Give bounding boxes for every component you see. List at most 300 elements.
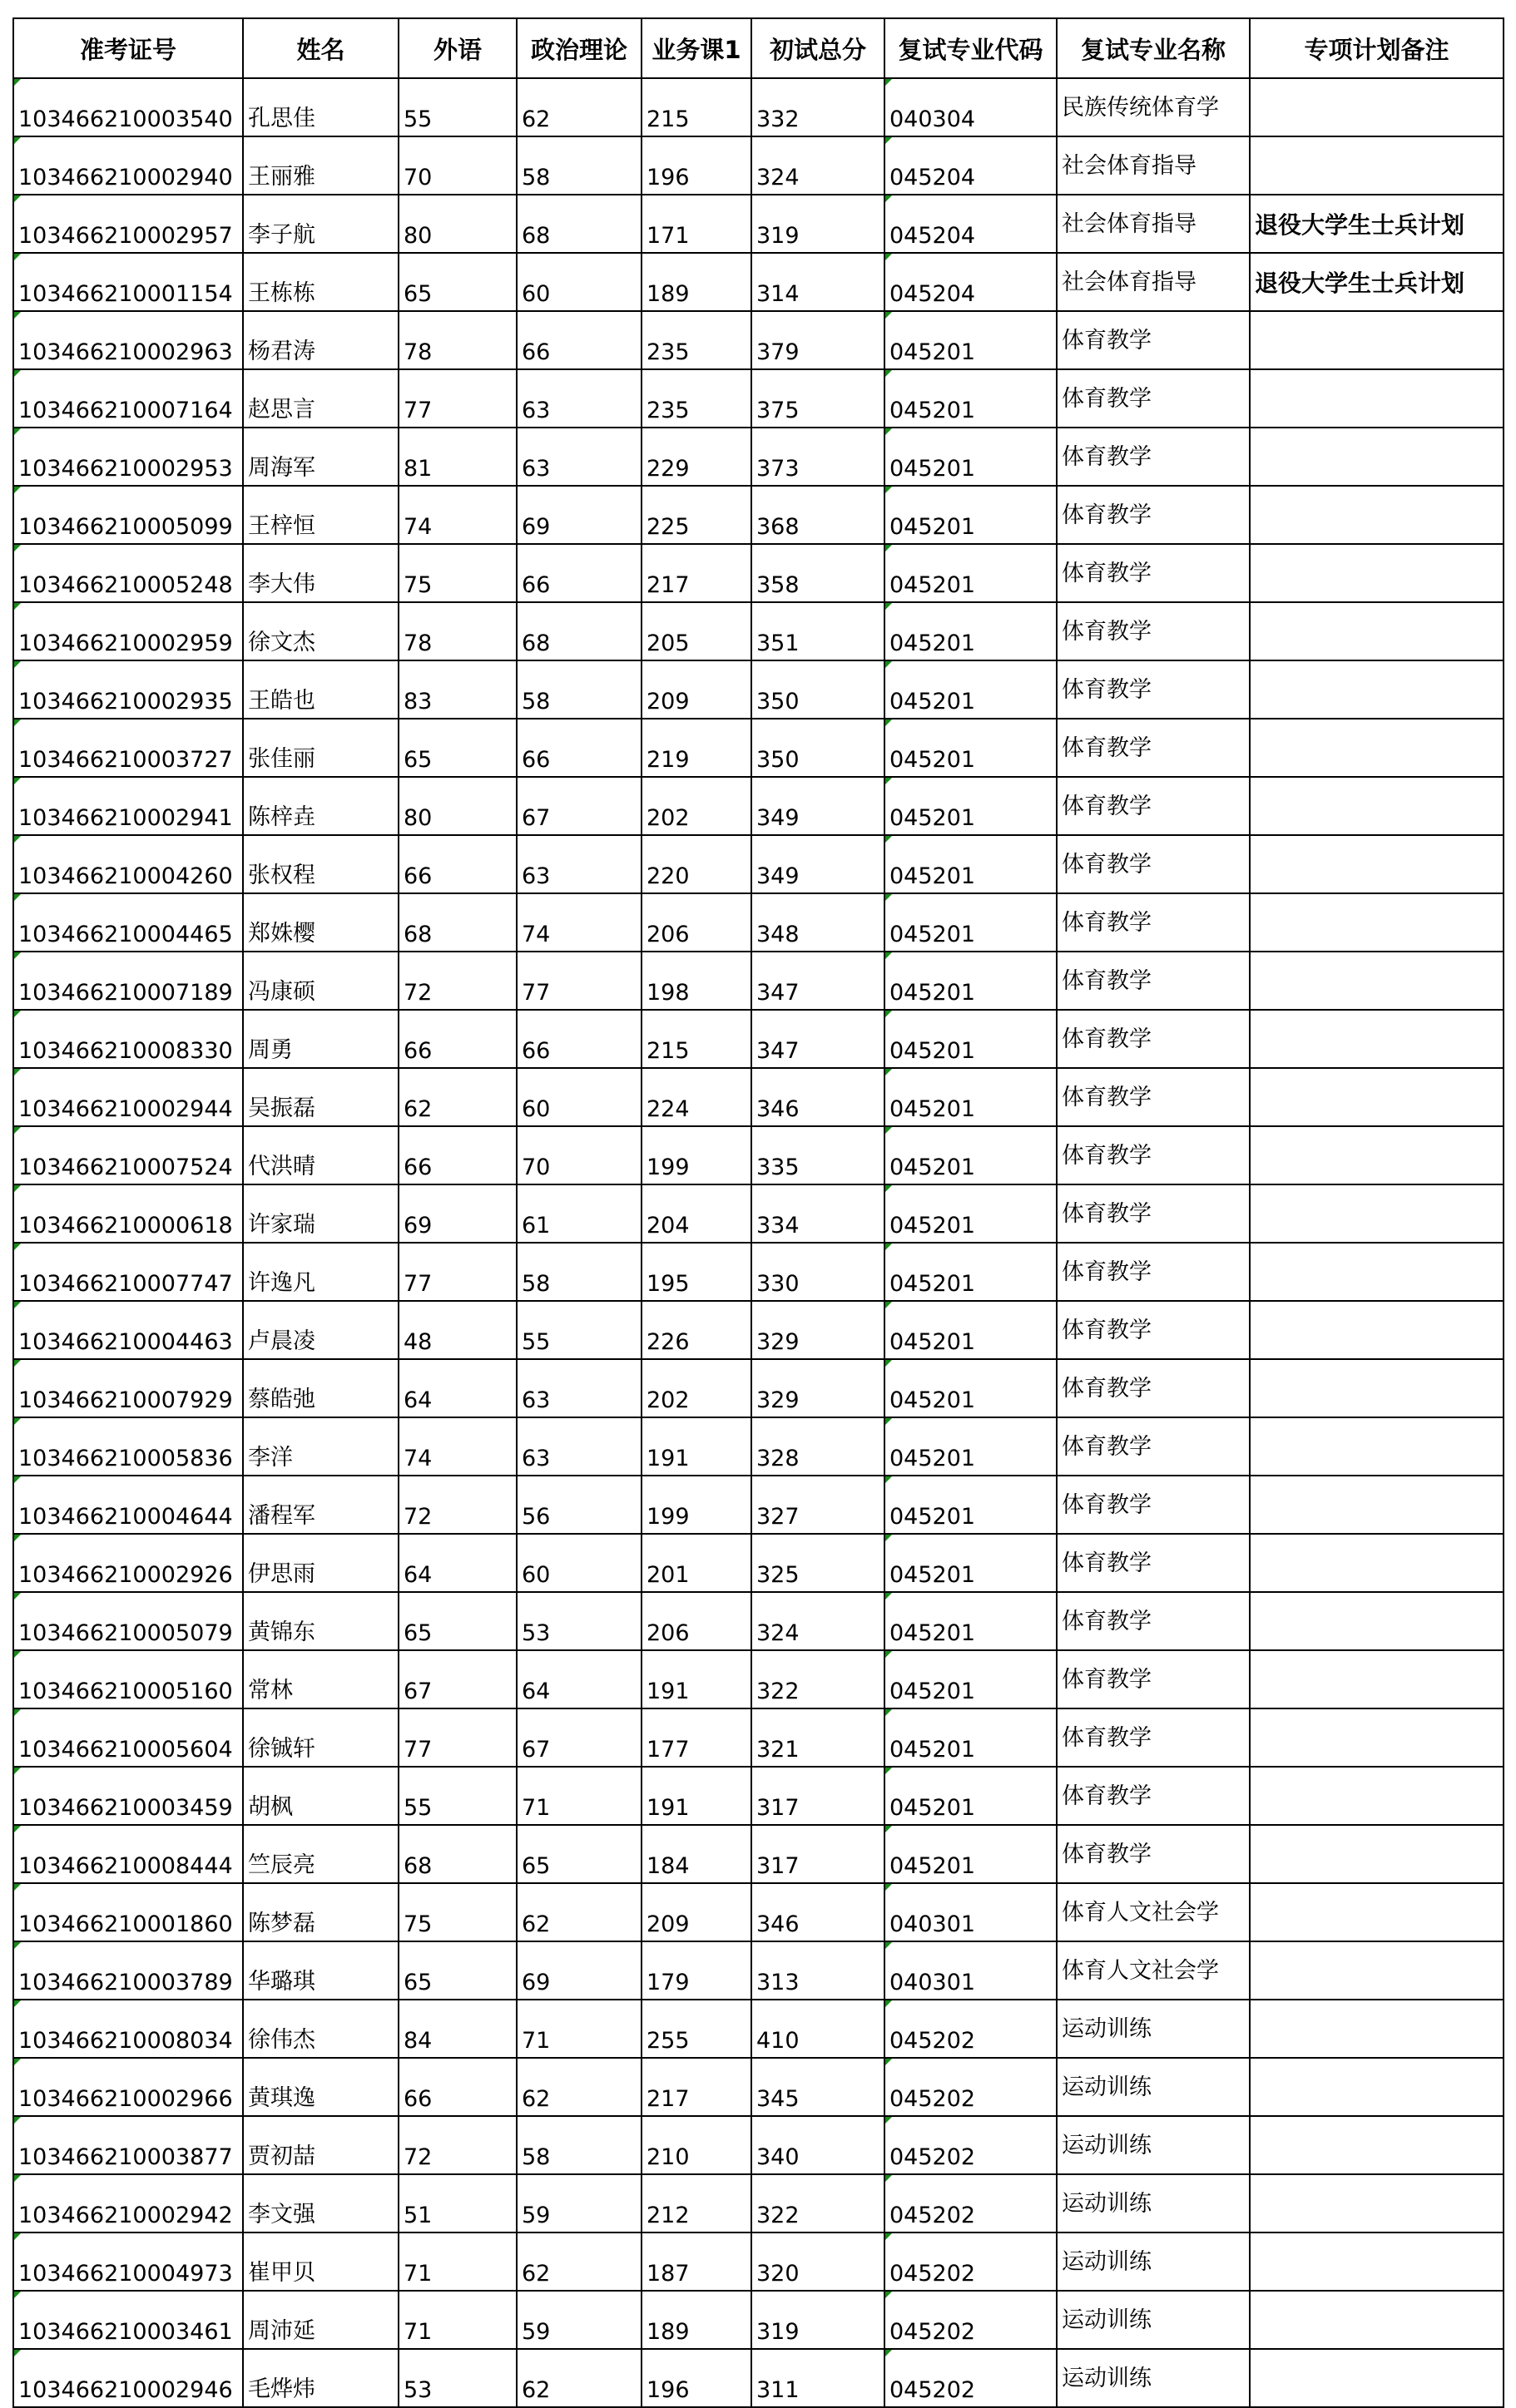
cell-course1: 209 bbox=[642, 660, 751, 719]
cell-foreign-language: 62 bbox=[399, 1068, 517, 1126]
cell-major-code: 045201 bbox=[884, 1476, 1057, 1534]
cell-foreign-language: 70 bbox=[399, 136, 517, 195]
cell-politics: 56 bbox=[517, 1476, 642, 1534]
cell-exam-id: 103466210003789 bbox=[13, 1941, 243, 2000]
cell-special-plan bbox=[1250, 1708, 1504, 1767]
cell-politics: 69 bbox=[517, 1941, 642, 2000]
table-row bbox=[13, 369, 1504, 428]
cell-major-name: 体育教学 bbox=[1057, 369, 1250, 428]
cell-special-plan bbox=[1250, 369, 1504, 428]
cell-politics: 64 bbox=[517, 1650, 642, 1708]
cell-politics: 63 bbox=[517, 835, 642, 893]
cell-politics: 74 bbox=[517, 893, 642, 952]
cell-special-plan bbox=[1250, 719, 1504, 777]
cell-name: 李文强 bbox=[243, 2174, 399, 2232]
cell-major-name: 体育教学 bbox=[1057, 1534, 1250, 1592]
cell-course1: 235 bbox=[642, 369, 751, 428]
cell-name: 毛烨炜 bbox=[243, 2349, 399, 2407]
cell-politics: 66 bbox=[517, 311, 642, 369]
cell-name: 陈梓垚 bbox=[243, 777, 399, 835]
cell-course1: 191 bbox=[642, 1417, 751, 1476]
cell-course1: 226 bbox=[642, 1301, 751, 1359]
cell-foreign-language: 65 bbox=[399, 253, 517, 311]
cell-total-score: 347 bbox=[751, 1010, 884, 1068]
cell-course1: 235 bbox=[642, 311, 751, 369]
cell-major-code: 045201 bbox=[884, 1592, 1057, 1650]
cell-politics: 70 bbox=[517, 1126, 642, 1184]
table-row bbox=[13, 1534, 1504, 1592]
cell-total-score: 346 bbox=[751, 1068, 884, 1126]
cell-politics: 71 bbox=[517, 2000, 642, 2058]
table-row bbox=[13, 777, 1504, 835]
table-row bbox=[13, 1243, 1504, 1301]
cell-major-name: 体育教学 bbox=[1057, 1592, 1250, 1650]
cell-major-name: 运动训练 bbox=[1057, 2000, 1250, 2058]
cell-major-code: 045201 bbox=[884, 835, 1057, 893]
cell-politics: 66 bbox=[517, 544, 642, 602]
table-row bbox=[13, 1708, 1504, 1767]
cell-special-plan bbox=[1250, 2000, 1504, 2058]
cell-foreign-language: 80 bbox=[399, 777, 517, 835]
table-row bbox=[13, 1476, 1504, 1534]
cell-foreign-language: 80 bbox=[399, 195, 517, 253]
cell-special-plan bbox=[1250, 1650, 1504, 1708]
table-row bbox=[13, 1126, 1504, 1184]
cell-major-name: 体育教学 bbox=[1057, 1301, 1250, 1359]
cell-exam-id: 103466210002959 bbox=[13, 602, 243, 660]
header-exam-id: 准考证号 bbox=[13, 18, 243, 78]
cell-course1: 205 bbox=[642, 602, 751, 660]
cell-major-name: 体育教学 bbox=[1057, 1417, 1250, 1476]
cell-name: 徐铖轩 bbox=[243, 1708, 399, 1767]
cell-name: 赵思言 bbox=[243, 369, 399, 428]
cell-special-plan bbox=[1250, 1184, 1504, 1243]
cell-politics: 59 bbox=[517, 2174, 642, 2232]
cell-name: 周沛延 bbox=[243, 2291, 399, 2349]
cell-politics: 59 bbox=[517, 2291, 642, 2349]
cell-total-score: 319 bbox=[751, 2291, 884, 2349]
cell-exam-id: 103466210003727 bbox=[13, 719, 243, 777]
cell-major-code: 045202 bbox=[884, 2232, 1057, 2291]
cell-course1: 255 bbox=[642, 2000, 751, 2058]
cell-major-code: 045202 bbox=[884, 2349, 1057, 2407]
cell-major-name: 体育教学 bbox=[1057, 1068, 1250, 1126]
table-row bbox=[13, 544, 1504, 602]
cell-major-name: 体育教学 bbox=[1057, 660, 1250, 719]
table-row bbox=[13, 1592, 1504, 1650]
cell-total-score: 332 bbox=[751, 78, 884, 136]
header-course1: 业务课1 bbox=[642, 18, 751, 78]
cell-exam-id: 103466210004465 bbox=[13, 893, 243, 952]
cell-politics: 63 bbox=[517, 428, 642, 486]
cell-politics: 66 bbox=[517, 1010, 642, 1068]
cell-foreign-language: 51 bbox=[399, 2174, 517, 2232]
cell-name: 许家瑞 bbox=[243, 1184, 399, 1243]
cell-exam-id: 103466210002953 bbox=[13, 428, 243, 486]
cell-major-code: 040304 bbox=[884, 78, 1057, 136]
cell-major-name: 体育教学 bbox=[1057, 1708, 1250, 1767]
cell-foreign-language: 84 bbox=[399, 2000, 517, 2058]
cell-foreign-language: 66 bbox=[399, 1126, 517, 1184]
cell-major-name: 体育教学 bbox=[1057, 1650, 1250, 1708]
cell-course1: 202 bbox=[642, 777, 751, 835]
cell-major-code: 045201 bbox=[884, 1417, 1057, 1476]
cell-special-plan: 退役大学生士兵计划 bbox=[1250, 253, 1504, 311]
cell-major-name: 体育教学 bbox=[1057, 1359, 1250, 1417]
table-row bbox=[13, 2174, 1504, 2232]
cell-total-score: 379 bbox=[751, 311, 884, 369]
cell-major-code: 045201 bbox=[884, 1243, 1057, 1301]
cell-special-plan bbox=[1250, 952, 1504, 1010]
cell-course1: 215 bbox=[642, 1010, 751, 1068]
cell-foreign-language: 78 bbox=[399, 311, 517, 369]
cell-major-code: 045201 bbox=[884, 1767, 1057, 1825]
cell-politics: 58 bbox=[517, 660, 642, 719]
cell-foreign-language: 72 bbox=[399, 2116, 517, 2174]
cell-foreign-language: 83 bbox=[399, 660, 517, 719]
table-row bbox=[13, 719, 1504, 777]
table-row bbox=[13, 2058, 1504, 2116]
cell-course1: 202 bbox=[642, 1359, 751, 1417]
cell-major-name: 运动训练 bbox=[1057, 2116, 1250, 2174]
table-row bbox=[13, 1184, 1504, 1243]
cell-politics: 71 bbox=[517, 1767, 642, 1825]
cell-exam-id: 103466210002944 bbox=[13, 1068, 243, 1126]
cell-major-name: 社会体育指导 bbox=[1057, 136, 1250, 195]
cell-major-code: 045201 bbox=[884, 311, 1057, 369]
header-total-score: 初试总分 bbox=[751, 18, 884, 78]
cell-major-name: 运动训练 bbox=[1057, 2291, 1250, 2349]
cell-name: 王丽雅 bbox=[243, 136, 399, 195]
cell-special-plan bbox=[1250, 1592, 1504, 1650]
cell-major-code: 045201 bbox=[884, 1010, 1057, 1068]
cell-exam-id: 103466210005836 bbox=[13, 1417, 243, 1476]
cell-course1: 196 bbox=[642, 136, 751, 195]
cell-course1: 199 bbox=[642, 1476, 751, 1534]
cell-name: 竺辰亮 bbox=[243, 1825, 399, 1883]
cell-special-plan bbox=[1250, 2174, 1504, 2232]
cell-politics: 60 bbox=[517, 1068, 642, 1126]
cell-exam-id: 103466210004260 bbox=[13, 835, 243, 893]
cell-politics: 58 bbox=[517, 2116, 642, 2174]
cell-special-plan bbox=[1250, 1941, 1504, 2000]
cell-name: 黄琪逸 bbox=[243, 2058, 399, 2116]
cell-total-score: 335 bbox=[751, 1126, 884, 1184]
cell-course1: 220 bbox=[642, 835, 751, 893]
cell-name: 李子航 bbox=[243, 195, 399, 253]
cell-politics: 63 bbox=[517, 1359, 642, 1417]
cell-course1: 219 bbox=[642, 719, 751, 777]
cell-name: 贾初喆 bbox=[243, 2116, 399, 2174]
cell-special-plan bbox=[1250, 777, 1504, 835]
cell-total-score: 350 bbox=[751, 719, 884, 777]
cell-total-score: 350 bbox=[751, 660, 884, 719]
cell-major-name: 体育教学 bbox=[1057, 1126, 1250, 1184]
cell-total-score: 325 bbox=[751, 1534, 884, 1592]
cell-major-name: 体育教学 bbox=[1057, 1476, 1250, 1534]
cell-foreign-language: 65 bbox=[399, 719, 517, 777]
cell-name: 杨君涛 bbox=[243, 311, 399, 369]
table-row bbox=[13, 1068, 1504, 1126]
cell-total-score: 329 bbox=[751, 1359, 884, 1417]
cell-politics: 63 bbox=[517, 1417, 642, 1476]
cell-major-name: 体育教学 bbox=[1057, 952, 1250, 1010]
cell-major-code: 045201 bbox=[884, 660, 1057, 719]
table-row bbox=[13, 1417, 1504, 1476]
cell-name: 吴振磊 bbox=[243, 1068, 399, 1126]
cell-major-code: 045201 bbox=[884, 1825, 1057, 1883]
cell-exam-id: 103466210000618 bbox=[13, 1184, 243, 1243]
cell-major-code: 040301 bbox=[884, 1941, 1057, 2000]
cell-course1: 217 bbox=[642, 544, 751, 602]
cell-special-plan bbox=[1250, 311, 1504, 369]
cell-exam-id: 103466210005604 bbox=[13, 1708, 243, 1767]
table-row bbox=[13, 78, 1504, 136]
cell-exam-id: 103466210005160 bbox=[13, 1650, 243, 1708]
cell-foreign-language: 66 bbox=[399, 1010, 517, 1068]
cell-exam-id: 103466210003540 bbox=[13, 78, 243, 136]
cell-total-score: 358 bbox=[751, 544, 884, 602]
cell-foreign-language: 81 bbox=[399, 428, 517, 486]
cell-exam-id: 103466210007524 bbox=[13, 1126, 243, 1184]
cell-major-name: 体育人文社会学 bbox=[1057, 1941, 1250, 2000]
header-name: 姓名 bbox=[243, 18, 399, 78]
cell-total-score: 346 bbox=[751, 1883, 884, 1941]
cell-foreign-language: 77 bbox=[399, 369, 517, 428]
cell-major-name: 运动训练 bbox=[1057, 2058, 1250, 2116]
cell-special-plan bbox=[1250, 660, 1504, 719]
cell-course1: 201 bbox=[642, 1534, 751, 1592]
cell-exam-id: 103466210002935 bbox=[13, 660, 243, 719]
cell-major-code: 045204 bbox=[884, 253, 1057, 311]
cell-major-name: 社会体育指导 bbox=[1057, 195, 1250, 253]
cell-total-score: 329 bbox=[751, 1301, 884, 1359]
cell-name: 伊思雨 bbox=[243, 1534, 399, 1592]
cell-special-plan: 退役大学生士兵计划 bbox=[1250, 195, 1504, 253]
cell-foreign-language: 74 bbox=[399, 486, 517, 544]
cell-name: 李大伟 bbox=[243, 544, 399, 602]
cell-major-name: 体育人文社会学 bbox=[1057, 1883, 1250, 1941]
cell-special-plan bbox=[1250, 1534, 1504, 1592]
cell-foreign-language: 71 bbox=[399, 2291, 517, 2349]
cell-foreign-language: 64 bbox=[399, 1359, 517, 1417]
cell-exam-id: 103466210005248 bbox=[13, 544, 243, 602]
cell-special-plan bbox=[1250, 486, 1504, 544]
cell-special-plan bbox=[1250, 1825, 1504, 1883]
cell-foreign-language: 64 bbox=[399, 1534, 517, 1592]
cell-major-name: 体育教学 bbox=[1057, 602, 1250, 660]
cell-total-score: 324 bbox=[751, 1592, 884, 1650]
cell-name: 王皓也 bbox=[243, 660, 399, 719]
table-row bbox=[13, 835, 1504, 893]
cell-major-name: 体育教学 bbox=[1057, 893, 1250, 952]
cell-major-code: 045201 bbox=[884, 1359, 1057, 1417]
cell-exam-id: 103466210003459 bbox=[13, 1767, 243, 1825]
table-row bbox=[13, 2232, 1504, 2291]
cell-politics: 62 bbox=[517, 78, 642, 136]
cell-special-plan bbox=[1250, 1301, 1504, 1359]
cell-major-code: 045202 bbox=[884, 2291, 1057, 2349]
cell-politics: 58 bbox=[517, 136, 642, 195]
cell-foreign-language: 72 bbox=[399, 952, 517, 1010]
cell-exam-id: 103466210003877 bbox=[13, 2116, 243, 2174]
cell-special-plan bbox=[1250, 1359, 1504, 1417]
cell-total-score: 410 bbox=[751, 2000, 884, 2058]
cell-major-code: 045201 bbox=[884, 1184, 1057, 1243]
cell-name: 徐伟杰 bbox=[243, 2000, 399, 2058]
cell-major-code: 045201 bbox=[884, 428, 1057, 486]
cell-name: 徐文杰 bbox=[243, 602, 399, 660]
cell-total-score: 349 bbox=[751, 777, 884, 835]
cell-exam-id: 103466210008444 bbox=[13, 1825, 243, 1883]
cell-major-name: 体育教学 bbox=[1057, 311, 1250, 369]
cell-special-plan bbox=[1250, 1243, 1504, 1301]
cell-name: 陈梦磊 bbox=[243, 1883, 399, 1941]
cell-course1: 191 bbox=[642, 1650, 751, 1708]
cell-name: 周海军 bbox=[243, 428, 399, 486]
cell-major-name: 体育教学 bbox=[1057, 1010, 1250, 1068]
cell-special-plan bbox=[1250, 2058, 1504, 2116]
cell-special-plan bbox=[1250, 2349, 1504, 2407]
cell-special-plan bbox=[1250, 835, 1504, 893]
header-foreign-language: 外语 bbox=[399, 18, 517, 78]
cell-politics: 62 bbox=[517, 2232, 642, 2291]
cell-exam-id: 103466210002940 bbox=[13, 136, 243, 195]
header-special-plan: 专项计划备注 bbox=[1250, 18, 1504, 78]
cell-major-name: 体育教学 bbox=[1057, 1184, 1250, 1243]
cell-foreign-language: 72 bbox=[399, 1476, 517, 1534]
cell-exam-id: 103466210002966 bbox=[13, 2058, 243, 2116]
cell-name: 王栋栋 bbox=[243, 253, 399, 311]
cell-politics: 61 bbox=[517, 1184, 642, 1243]
cell-politics: 66 bbox=[517, 719, 642, 777]
table-row bbox=[13, 428, 1504, 486]
table-row bbox=[13, 893, 1504, 952]
cell-foreign-language: 55 bbox=[399, 78, 517, 136]
table-row bbox=[13, 311, 1504, 369]
cell-foreign-language: 69 bbox=[399, 1184, 517, 1243]
cell-special-plan bbox=[1250, 893, 1504, 952]
cell-major-code: 045202 bbox=[884, 2058, 1057, 2116]
cell-name: 卢晨凌 bbox=[243, 1301, 399, 1359]
cell-exam-id: 103466210008034 bbox=[13, 2000, 243, 2058]
cell-foreign-language: 71 bbox=[399, 2232, 517, 2291]
cell-foreign-language: 55 bbox=[399, 1767, 517, 1825]
cell-total-score: 322 bbox=[751, 1650, 884, 1708]
cell-total-score: 375 bbox=[751, 369, 884, 428]
cell-course1: 210 bbox=[642, 2116, 751, 2174]
cell-name: 周勇 bbox=[243, 1010, 399, 1068]
cell-course1: 215 bbox=[642, 78, 751, 136]
cell-total-score: 349 bbox=[751, 835, 884, 893]
cell-special-plan bbox=[1250, 1010, 1504, 1068]
cell-major-code: 045201 bbox=[884, 1301, 1057, 1359]
cell-total-score: 324 bbox=[751, 136, 884, 195]
cell-major-code: 040301 bbox=[884, 1883, 1057, 1941]
cell-major-name: 运动训练 bbox=[1057, 2349, 1250, 2407]
cell-major-code: 045201 bbox=[884, 1126, 1057, 1184]
cell-course1: 189 bbox=[642, 253, 751, 311]
cell-politics: 62 bbox=[517, 2349, 642, 2407]
cell-total-score: 334 bbox=[751, 1184, 884, 1243]
cell-special-plan bbox=[1250, 1476, 1504, 1534]
cell-exam-id: 103466210007164 bbox=[13, 369, 243, 428]
cell-politics: 60 bbox=[517, 1534, 642, 1592]
cell-politics: 68 bbox=[517, 195, 642, 253]
cell-major-code: 045201 bbox=[884, 1534, 1057, 1592]
cell-major-name: 体育教学 bbox=[1057, 1243, 1250, 1301]
table-row bbox=[13, 660, 1504, 719]
cell-total-score: 319 bbox=[751, 195, 884, 253]
cell-exam-id: 103466210005099 bbox=[13, 486, 243, 544]
cell-total-score: 320 bbox=[751, 2232, 884, 2291]
table-row bbox=[13, 1825, 1504, 1883]
admission-score-table bbox=[12, 17, 1504, 2408]
cell-major-name: 体育教学 bbox=[1057, 777, 1250, 835]
cell-major-name: 体育教学 bbox=[1057, 719, 1250, 777]
cell-exam-id: 103466210005079 bbox=[13, 1592, 243, 1650]
cell-foreign-language: 53 bbox=[399, 2349, 517, 2407]
cell-exam-id: 103466210002957 bbox=[13, 195, 243, 253]
cell-course1: 204 bbox=[642, 1184, 751, 1243]
cell-total-score: 322 bbox=[751, 2174, 884, 2232]
cell-politics: 67 bbox=[517, 777, 642, 835]
cell-foreign-language: 75 bbox=[399, 1883, 517, 1941]
cell-name: 冯康硕 bbox=[243, 952, 399, 1010]
cell-name: 许逸凡 bbox=[243, 1243, 399, 1301]
cell-special-plan bbox=[1250, 602, 1504, 660]
cell-total-score: 313 bbox=[751, 1941, 884, 2000]
table-row bbox=[13, 1650, 1504, 1708]
cell-special-plan bbox=[1250, 428, 1504, 486]
cell-exam-id: 103466210004644 bbox=[13, 1476, 243, 1534]
table-row bbox=[13, 486, 1504, 544]
cell-course1: 206 bbox=[642, 893, 751, 952]
cell-foreign-language: 65 bbox=[399, 1592, 517, 1650]
cell-total-score: 351 bbox=[751, 602, 884, 660]
cell-exam-id: 103466210007747 bbox=[13, 1243, 243, 1301]
table-row bbox=[13, 1767, 1504, 1825]
cell-course1: 184 bbox=[642, 1825, 751, 1883]
cell-total-score: 373 bbox=[751, 428, 884, 486]
cell-course1: 179 bbox=[642, 1941, 751, 2000]
cell-course1: 189 bbox=[642, 2291, 751, 2349]
cell-exam-id: 103466210007189 bbox=[13, 952, 243, 1010]
cell-exam-id: 103466210002926 bbox=[13, 1534, 243, 1592]
cell-course1: 224 bbox=[642, 1068, 751, 1126]
cell-course1: 225 bbox=[642, 486, 751, 544]
cell-major-name: 运动训练 bbox=[1057, 2174, 1250, 2232]
cell-politics: 67 bbox=[517, 1708, 642, 1767]
cell-foreign-language: 48 bbox=[399, 1301, 517, 1359]
table-row bbox=[13, 2291, 1504, 2349]
cell-total-score: 345 bbox=[751, 2058, 884, 2116]
table-row bbox=[13, 602, 1504, 660]
cell-special-plan bbox=[1250, 2291, 1504, 2349]
cell-course1: 187 bbox=[642, 2232, 751, 2291]
cell-exam-id: 103466210004973 bbox=[13, 2232, 243, 2291]
cell-major-code: 045202 bbox=[884, 2000, 1057, 2058]
cell-major-code: 045201 bbox=[884, 1068, 1057, 1126]
cell-major-name: 体育教学 bbox=[1057, 1825, 1250, 1883]
cell-politics: 62 bbox=[517, 2058, 642, 2116]
cell-total-score: 328 bbox=[751, 1417, 884, 1476]
cell-major-name: 体育教学 bbox=[1057, 428, 1250, 486]
cell-major-code: 045204 bbox=[884, 136, 1057, 195]
cell-major-code: 045201 bbox=[884, 1708, 1057, 1767]
cell-special-plan bbox=[1250, 136, 1504, 195]
cell-exam-id: 103466210004463 bbox=[13, 1301, 243, 1359]
